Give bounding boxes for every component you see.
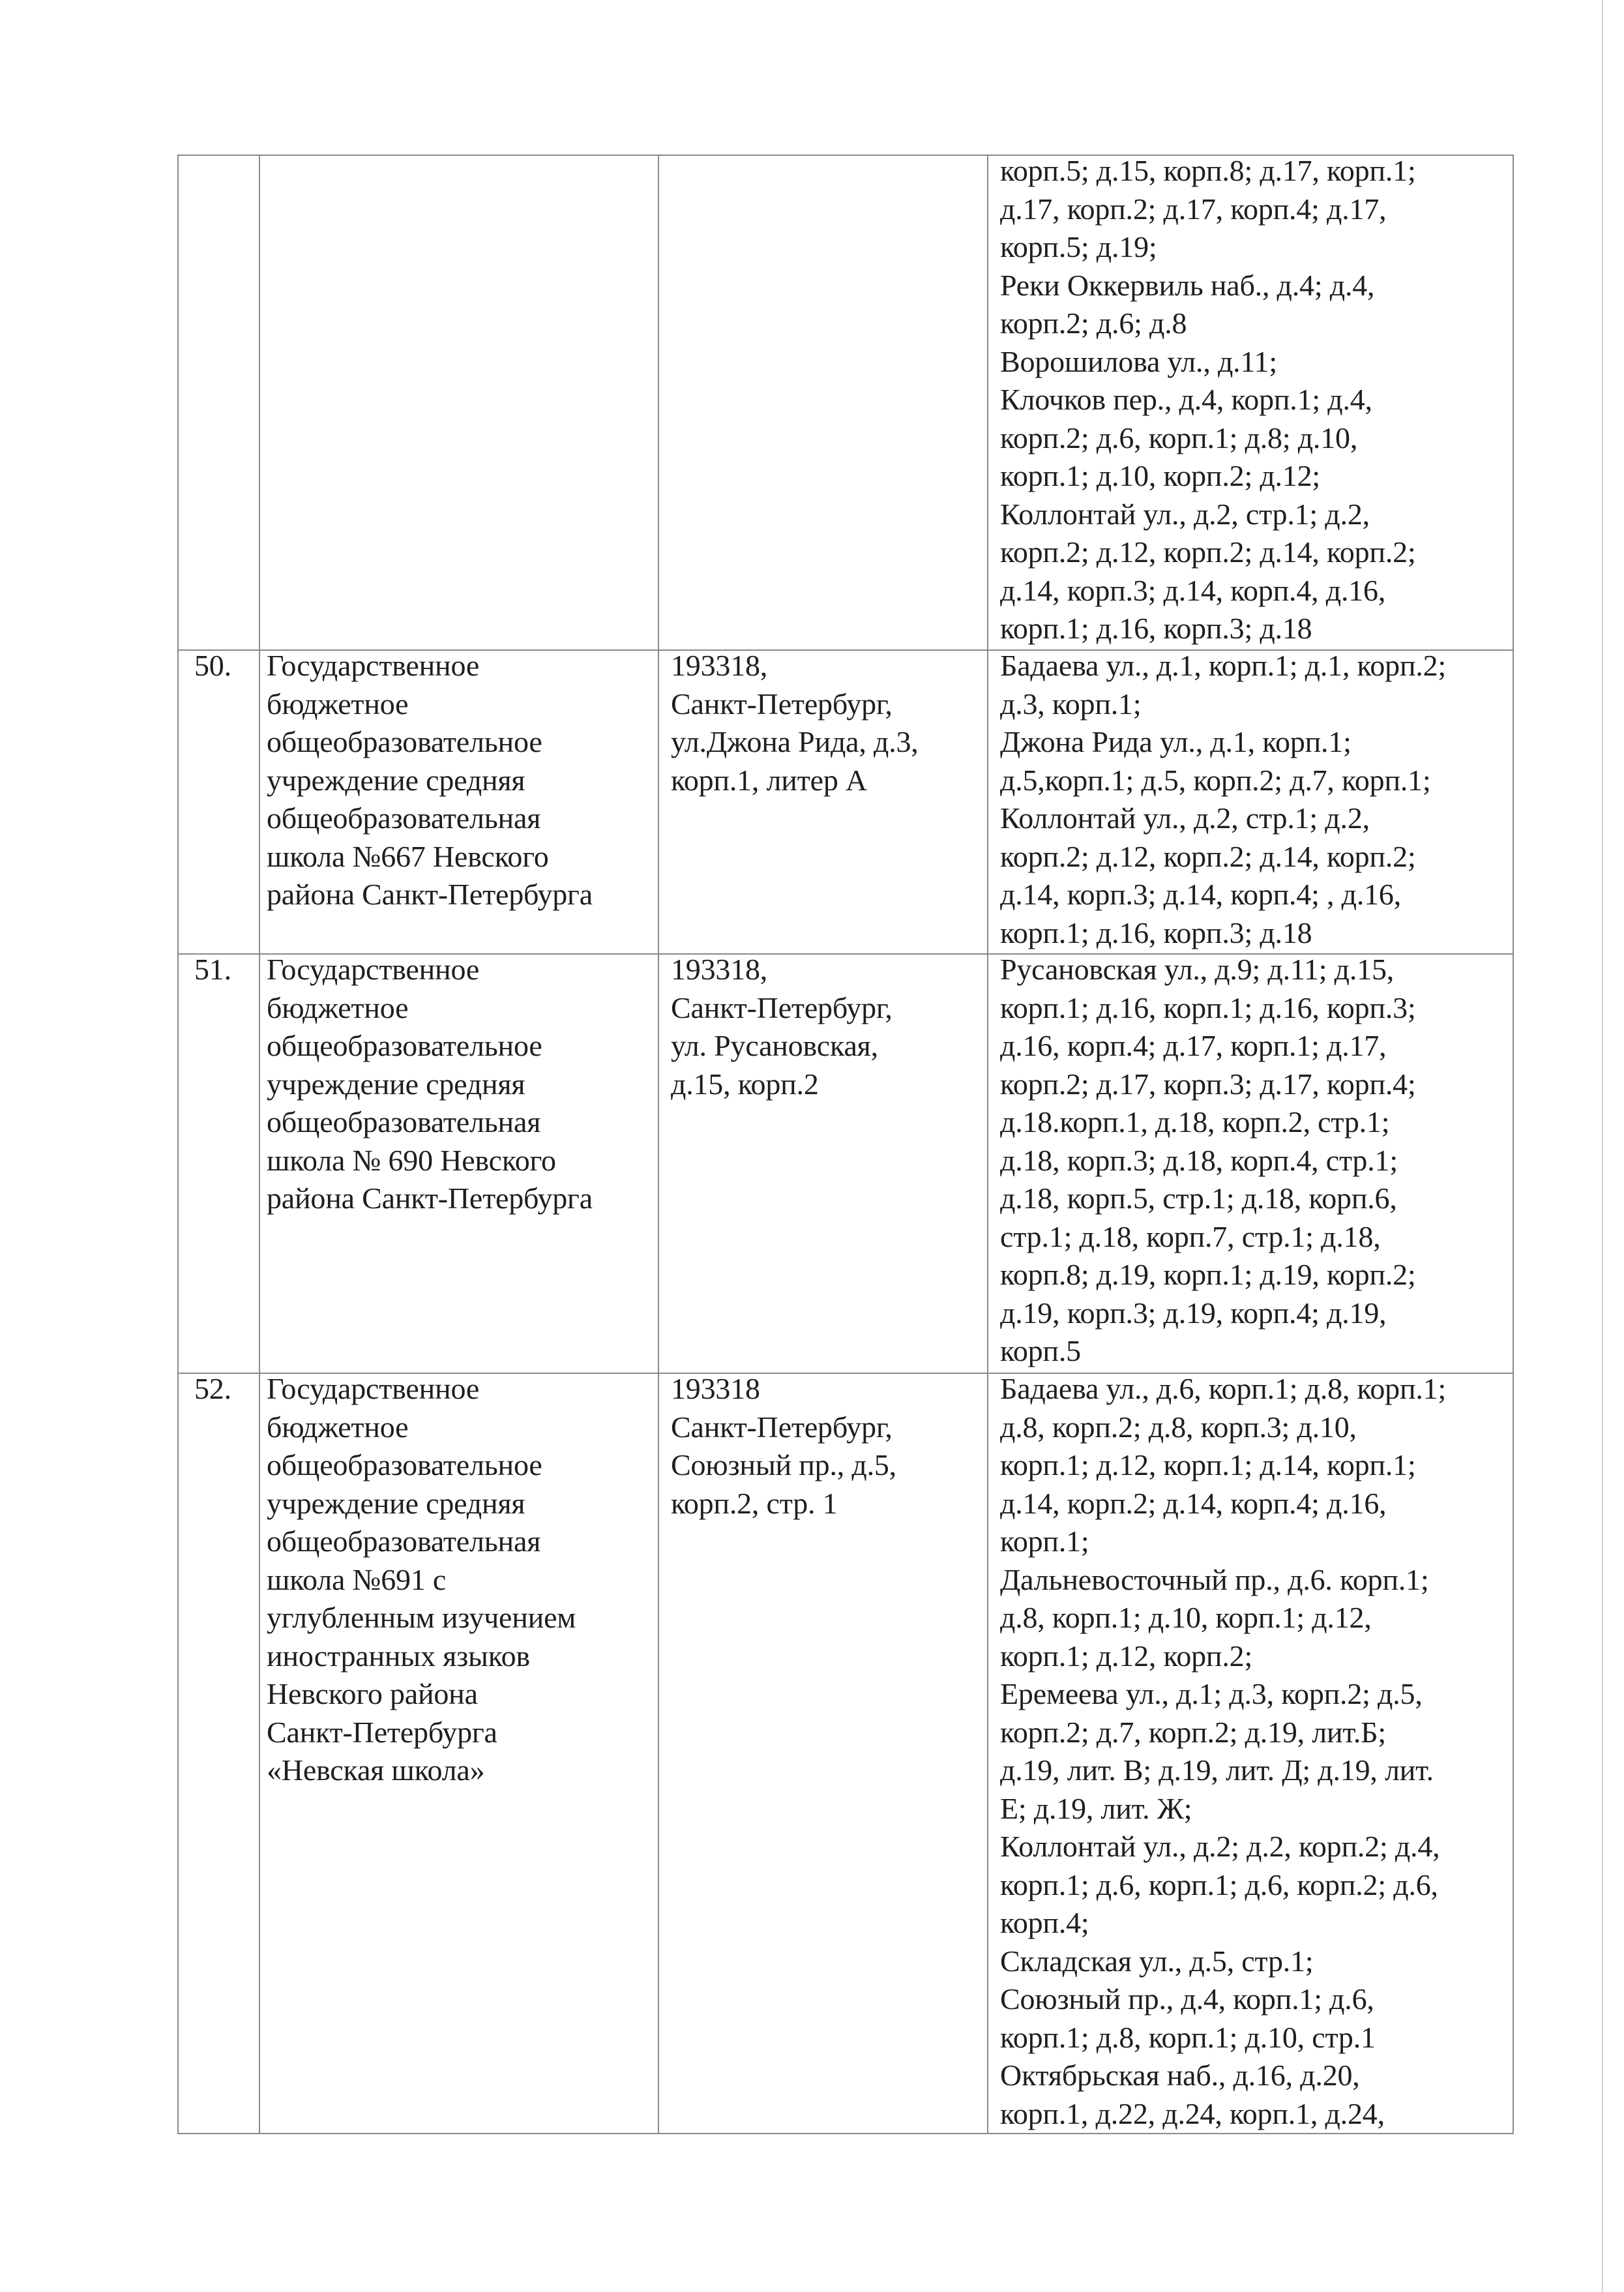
row-number: 51. (194, 953, 231, 986)
row-number-cell (178, 1373, 259, 2134)
row-number-cell (178, 155, 259, 650)
row-number-cell (178, 650, 259, 954)
table-row (178, 650, 1513, 954)
territory-list: корп.5; д.15, корп.8; д.17, корп.1; д.17, корп.2; д.17, корп.4; д.17, корп.5; д.19; Реки Оккервиль наб., д.4; д.4, корп.2; д.6; д.8 Ворошилова ул., д.11; Клочков пер., д.4, корп.1; д.4, корп.2; д.6, корп.1; д.8; д.10, корп.1; д.10, корп.2; д.12; Коллонтай ул., д.2, стр.1; д.2, корп.2; д.12, корп.2; д.14, корп.2; д.14, корп.3; д.14, корп.4, д.16, корп.1; д.16, корп.3; д.18 (1000, 154, 1416, 645)
school-name: Государственное бюджетное общеобразовательное учреждение средняя общеобразовательная школа № 690 Невского района Санкт-Петербурга (267, 953, 593, 1215)
territory-list: Русановская ул., д.9; д.11; д.15, корп.1; д.16, корп.1; д.16, корп.3; д.16, корп.4; д.17, корп.1; д.17, корп.2; д.17, корп.3; д.17, корп.4; д.18.корп.1, д.18, корп.2, стр.1; д.18, корп.3; д.18, корп.4, стр.1; д.18, корп.5, стр.1; д.18, корп.6, стр.1; д.18, корп.7, стр.1; д.18, корп.8; д.19, корп.1; д.19, корп.2; д.19, корп.3; д.19, корп.4; д.19, корп.5 (1000, 953, 1416, 1367)
school-address-cell (658, 155, 988, 650)
school-name: Государственное бюджетное общеобразовательное учреждение средняя общеобразовательная школа №667 Невского района Санкт-Петербурга (267, 649, 593, 911)
school-address: 193318, Санкт-Петербург, ул. Русановская, д.15, корп.2 (671, 953, 893, 1101)
school-name: Государственное бюджетное общеобразовательное учреждение средняя общеобразовательная школа №691 с углубленным изучением иностранных языков Невского района Санкт-Петербурга «Невская школа» (267, 1372, 576, 1787)
table-row (178, 954, 1513, 1373)
school-address-cell (658, 650, 988, 954)
school-name-cell (259, 650, 658, 954)
school-address: 193318, Санкт-Петербург, ул.Джона Рида, д.3, корп.1, литер А (671, 649, 919, 797)
school-name-cell (259, 155, 658, 650)
school-address-cell (658, 954, 988, 1373)
page-edge-shadow (1602, 0, 1603, 2292)
territory-cell (988, 954, 1513, 1373)
school-district-table (177, 155, 1514, 2134)
row-number: 52. (194, 1372, 231, 1405)
territory-cell (988, 155, 1513, 650)
table-row (178, 155, 1513, 650)
territory-list: Бадаева ул., д.6, корп.1; д.8, корп.1; д.8, корп.2; д.8, корп.3; д.10, корп.1; д.12, корп.1; д.14, корп.1; д.14, корп.2; д.14, корп.4; д.16, корп.1; Дальневосточный пр., д.6. корп.1; д.8, корп.1; д.10, корп.1; д.12, корп.1; д.12, корп.2; Еремеева ул., д.1; д.3, корп.2; д.5, корп.2; д.7, корп.2; д.19, лит.Б; д.19, лит. В; д.19, лит. Д; д.19, лит. Е; д.19, лит. Ж; Коллонтай ул., д.2; д.2, корп.2; д.4, корп.1; д.6, корп.1; д.6, корп.2; д.6, корп.4; Складская ул., д.5, стр.1; Союзный пр., д.4, корп.1; д.6, корп.1; д.8, корп.1; д.10, стр.1 Октябрьская наб., д.16, д.20, корп.1, д.22, д.24, корп.1, д.24, (1000, 1372, 1447, 2130)
school-name-cell (259, 954, 658, 1373)
row-number-cell (178, 954, 259, 1373)
territory-cell (988, 650, 1513, 954)
school-address: 193318 Санкт-Петербург, Союзный пр., д.5, корп.2, стр. 1 (671, 1372, 896, 1520)
school-name-cell (259, 1373, 658, 2134)
territory-cell (988, 1373, 1513, 2134)
table-row (178, 1373, 1513, 2134)
row-number: 50. (194, 649, 231, 682)
school-address-cell (658, 1373, 988, 2134)
territory-list: Бадаева ул., д.1, корп.1; д.1, корп.2; д.3, корп.1; Джона Рида ул., д.1, корп.1; д.5,корп.1; д.5, корп.2; д.7, корп.1; Коллонтай ул., д.2, стр.1; д.2, корп.2; д.12, корп.2; д.14, корп.2; д.14, корп.3; д.14, корп.4; , д.16, корп.1; д.16, корп.3; д.18 (1000, 649, 1447, 949)
